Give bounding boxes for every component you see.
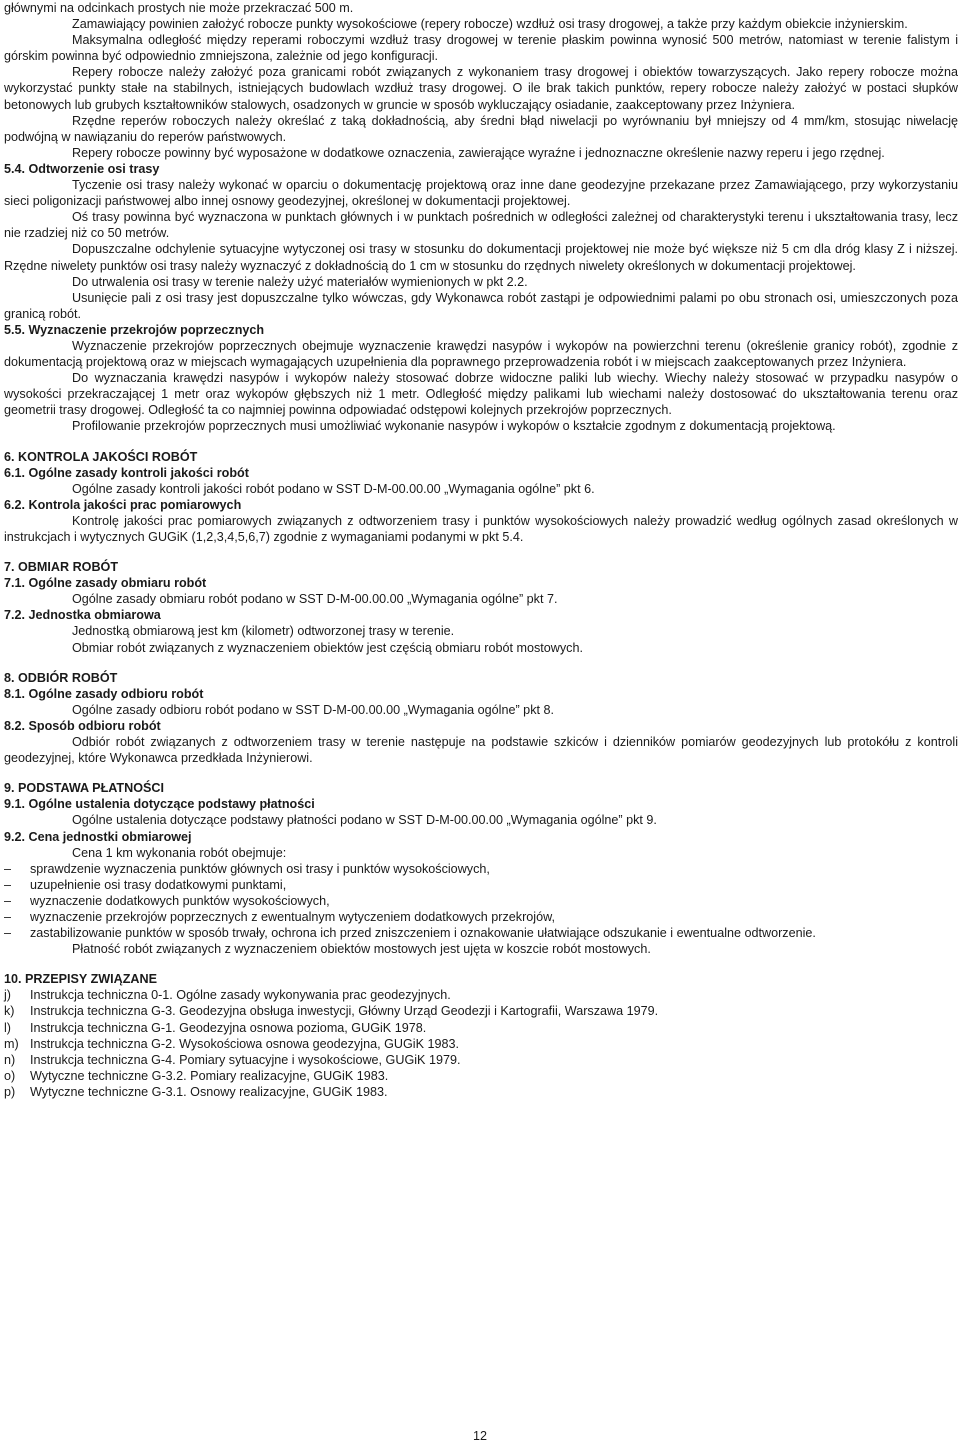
paragraph: Maksymalna odległość między reperami roboczymi wzdłuż trasy drogowej w terenie płaskim powinna wynosić 500 metrów, natomiast w terenie falistym i górskim powinna być odpowiednio zmniejszona, zależnie od jego konfiguracji. (4, 33, 958, 64)
chapter-heading: 9. PODSTAWA PŁATNOŚCI (4, 781, 164, 796)
paragraph: Repery robocze powinny być wyposażone w dodatkowe oznaczenia, zawierające wyraźne i jednoznaczne określenie nazwy reperu i jego rzędnej. (72, 145, 885, 160)
reference-item (4, 1068, 958, 1084)
chapter-heading: 8. ODBIÓR ROBÓT (4, 670, 118, 685)
reference-item (4, 1036, 958, 1052)
paragraph: Kontrolę jakości prac pomiarowych związanych z odtworzeniem trasy i punktów wysokościowych należy prowadzić według ogólnych zasad określonych w instrukcjach i wytycznych GUGiK (1,2,3,4,5,6,7) zgodnie z wymaganiami podanymi w pkt 5.4. (4, 513, 958, 544)
list-item-text: uzupełnienie osi trasy dodatkowymi punktami, (30, 877, 287, 892)
list-dash: – (4, 909, 12, 924)
reference-letter: n) (4, 1052, 16, 1067)
paragraph: Cena 1 km wykonania robót obejmuje: (72, 845, 287, 860)
paragraph: Ogólne ustalenia dotyczące podstawy płatności podano w SST D-M-00.00.00 „Wymagania ogólne” pkt 9. (72, 813, 657, 828)
list-dash: – (4, 926, 12, 941)
reference-item (4, 1052, 958, 1068)
section-heading: 9.1. Ogólne ustalenia dotyczące podstawy płatności (4, 797, 315, 812)
section-heading: 9.2. Cena jednostki obmiarowej (4, 829, 192, 844)
page-number: 12 (472, 1429, 487, 1443)
paragraph: Rzędne reperów roboczych należy określać z taką dokładnością, aby średni błąd niwelacji po wyrównaniu był mniejszy od 4 mm/km, stosując niwelację podwójną w nawiązaniu do reperów państwowych. (4, 113, 958, 144)
section-heading: 7.1. Ogólne zasady obmiaru robót (4, 576, 207, 591)
list-item (4, 877, 958, 893)
paragraph: Do utrwalenia osi trasy w terenie należy użyć materiałów wymienionych w pkt 2.2. (72, 274, 528, 289)
paragraph: Odbiór robót związanych z odtworzeniem trasy w terenie następuje na podstawie szkiców i dzienników pomiarów geodezyjnych lub protokółu z kontroli geodezyjnej, które Wykonawca przedkłada Inżynierowi. (4, 735, 958, 766)
paragraph: Oś trasy powinna być wyznaczona w punktach głównych i w punktach pośrednich w odległości zależnej od charakterystyki terenu i ukształtowania trasy, lecz nie rzadziej niż co 50 metrów. (4, 210, 958, 241)
reference-letter: m) (4, 1036, 19, 1051)
reference-item (4, 1003, 958, 1019)
reference-letter: p) (4, 1084, 16, 1099)
paragraph: Profilowanie przekrojów poprzecznych musi umożliwiać wykonanie nasypów i wykopów o kształcie zgodnym z dokumentacją projektową. (72, 419, 836, 434)
reference-text: Wytyczne techniczne G-3.2. Pomiary realizacyjne, GUGiK 1983. (30, 1068, 389, 1083)
references-list (4, 987, 958, 1100)
reference-text: Instrukcja techniczna G-4. Pomiary sytuacyjne i wysokościowe, GUGiK 1979. (30, 1052, 461, 1067)
section-heading: 6.1. Ogólne zasady kontroli jakości robót (4, 465, 249, 480)
paragraph: Obmiar robót związanych z wyznaczeniem obiektów jest częścią obmiaru robót mostowych. (72, 640, 583, 655)
list-item-text: sprawdzenie wyznaczenia punktów głównych osi trasy i punktów wysokościowych, (30, 861, 490, 876)
section-heading: 8.1. Ogólne zasady odbioru robót (4, 686, 204, 701)
reference-letter: k) (4, 1004, 15, 1019)
reference-text: Instrukcja techniczna G-1. Geodezyjna osnowa pozioma, GUGiK 1978. (30, 1020, 427, 1035)
paragraph: Dopuszczalne odchylenie sytuacyjne wytyczonej osi trasy w stosunku do dokumentacji projektowej nie może być większe niż 5 cm dla dróg klasy Z i niższej. Rzędne niwelety punktów osi trasy należy wyznaczyć z dokładnością do 1 cm w stosunku do rzędnych niwelety określonych w dokumentacji projektowej. (4, 242, 958, 273)
section-heading: 6.2. Kontrola jakości prac pomiarowych (4, 497, 242, 512)
list-dash: – (4, 893, 12, 908)
reference-item (4, 1020, 958, 1036)
chapter-heading: 7. OBMIAR ROBÓT (4, 560, 119, 575)
reference-letter: o) (4, 1068, 16, 1083)
reference-letter: l) (4, 1020, 11, 1035)
reference-item (4, 987, 958, 1003)
list-item-text: zastabilizowanie punktów w sposób trwały, ochrona ich przed zniszczeniem i oznakowanie ułatwiające odszukanie i ewentualne odtworzenie. (30, 926, 816, 941)
paragraph: Wyznaczenie przekrojów poprzecznych obejmuje wyznaczenie krawędzi nasypów i wykopów na powierzchni terenu (określenie granicy robót), zgodnie z dokumentacją projektową oraz w miejscach wymagających uzupełnienia dla poprawnego przeprowadzenia robót i w miejscach zaakceptowanych przez Inżyniera. (4, 338, 958, 370)
list-dash: – (4, 861, 12, 876)
reference-text: Instrukcja techniczna 0-1. Ogólne zasady wykonywania prac geodezyjnych. (30, 988, 451, 1003)
chapter-heading: 10. PRZEPISY ZWIĄZANE (4, 972, 158, 987)
reference-letter: j) (4, 988, 11, 1003)
list-item (4, 925, 958, 941)
section-heading: 5.5. Wyznaczenie przekrojów poprzecznych (4, 322, 265, 337)
paragraph: Repery robocze należy założyć poza granicami robót związanych z wykonaniem trasy drogowej i obiektów towarzyszących. Jako repery robocze można wykorzystać punkty stałe na stabilnych, istniejących budowlach wzdłuż trasy drogowej. O ile brak takich punktów, repery robocze należy założyć w postaci słupków betonowych lub grubych kształtowników stalowych, osadzonych w gruncie w sposób wykluczający osiadanie, zaakceptowany przez Inżyniera. (4, 65, 958, 112)
reference-text: Wytyczne techniczne G-3.1. Osnowy realizacyjne, GUGiK 1983. (30, 1084, 388, 1099)
list-item (4, 893, 958, 909)
paragraph: Tyczenie osi trasy należy wykonać w oparciu o dokumentację projektową oraz inne dane geodezyjne przekazane przez Zamawiającego, przy wykorzystaniu sieci poligonizacji państwowej albo innej osnowy geodezyjnej, określonej w dokumentacji projektowej. (4, 178, 958, 209)
list-item (4, 861, 958, 877)
reference-text: Instrukcja techniczna G-3. Geodezyjna obsługa inwestycji, Główny Urząd Geodezji i Kartografii, Warszawa 1979. (30, 1004, 659, 1019)
section-heading: 8.2. Sposób odbioru robót (4, 718, 161, 733)
list-item-text: wyznaczenie dodatkowych punktów wysokościowych, (30, 893, 330, 908)
paragraph: Ogólne zasady odbioru robót podano w SST D-M-00.00.00 „Wymagania ogólne” pkt 8. (72, 702, 554, 717)
paragraph: Zamawiający powinien założyć robocze punkty wysokościowe (repery robocze) wzdłuż osi trasy drogowej, a także przy każdym obiekcie inżynierskim. (72, 17, 908, 32)
section-heading: 5.4. Odtworzenie osi trasy (4, 161, 160, 176)
paragraph: Płatność robót związanych z wyznaczeniem obiektów mostowych jest ujęta w koszcie robót mostowych. (72, 942, 651, 957)
reference-text: Instrukcja techniczna G-2. Wysokościowa osnowa geodezyjna, GUGiK 1983. (30, 1036, 459, 1051)
paragraph: głównymi na odcinkach prostych nie może przekraczać 500 m. (4, 1, 354, 15)
list-item (4, 909, 958, 925)
paragraph: Jednostką obmiarową jest km (kilometr) odtworzonej trasy w terenie. (72, 624, 455, 639)
paragraph: Do wyznaczania krawędzi nasypów i wykopów należy stosować dobrze widoczne paliki lub wiechy. Wiechy należy stosować w przypadku nasypów o wysokości przekraczającej 1 metr oraz wykopów głębszych niż 1 metr. Odległość między palikami lub wiechami należy dostosować do ukształtowania terenu oraz geometrii trasy drogowej. Odległość ta co najmniej powinna odpowiadać odstępowi kolejnych przekrojów poprzecznych. (4, 371, 958, 418)
paragraph: Usunięcie pali z osi trasy jest dopuszczalne tylko wówczas, gdy Wykonawca robót zastąpi je odpowiednimi palami po obu stronach osi, umieszczonych poza granicą robót. (4, 290, 958, 321)
section-heading: 7.2. Jednostka obmiarowa (4, 608, 161, 623)
paragraph: Ogólne zasady kontroli jakości robót podano w SST D-M-00.00.00 „Wymagania ogólne” pkt 6. (72, 481, 595, 496)
list-dash: – (4, 877, 12, 892)
chapter-heading: 6. KONTROLA JAKOŚCI ROBÓT (4, 449, 198, 464)
paragraph: Ogólne zasady obmiaru robót podano w SST D-M-00.00.00 „Wymagania ogólne” pkt 7. (72, 592, 558, 607)
cost-items-list (4, 861, 958, 941)
list-item-text: wyznaczenie przekrojów poprzecznych z ewentualnym wytyczeniem dodatkowych przekrojów, (30, 909, 555, 924)
reference-item (4, 1084, 958, 1100)
document-page (4, 0, 958, 1100)
